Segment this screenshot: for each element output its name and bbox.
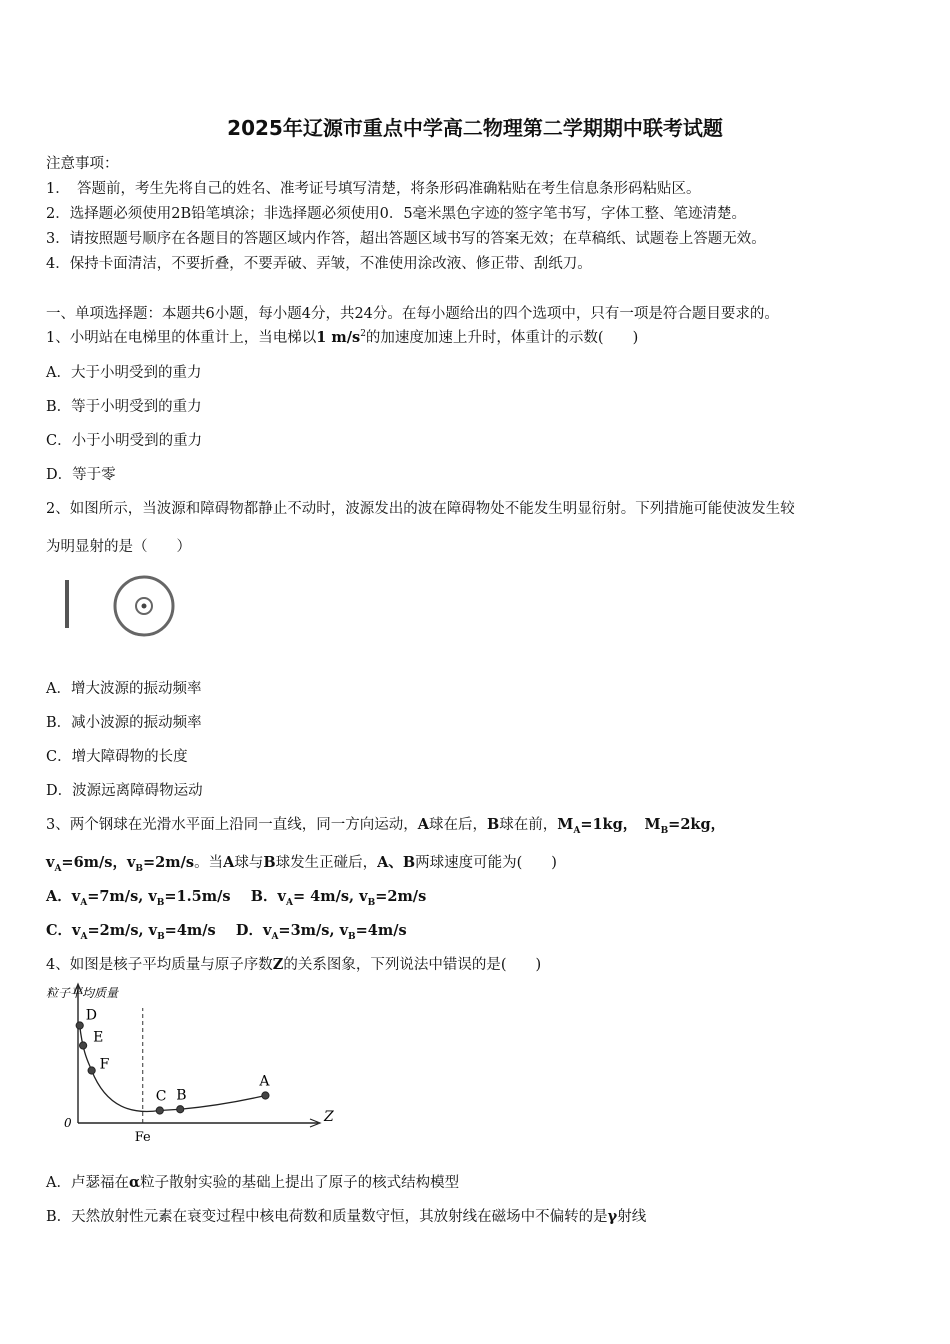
notice-item: 4．保持卡面清洁，不要折叠，不要弄破、弄皱，不准使用涂改液、修正带、刮纸刀。: [46, 256, 592, 272]
q3-value: = 4m/s,: [292, 888, 355, 905]
q1-sup: 2: [360, 329, 366, 340]
q4-option-b: [46, 1205, 646, 1226]
q1-text: 的加速度加速上升时，体重计的示数( ): [365, 330, 639, 346]
q1-option-a: A．大于小明受到的重力: [46, 365, 202, 381]
q3-value: =2m/s,: [87, 922, 144, 939]
q3-va-value: =6m/s，: [61, 854, 127, 871]
q3-options-ab: [46, 885, 426, 908]
q3-text: 球在前，: [499, 817, 558, 833]
fe-label: Fe: [134, 1130, 151, 1145]
q3-v: v: [263, 922, 272, 939]
point-label-a: A: [259, 1073, 270, 1090]
notice-heading: 注意事项：: [46, 156, 119, 172]
q4-text: 射线: [617, 1209, 647, 1225]
q1-text: 1、小明站在电梯里的体重计上，当电梯以: [46, 330, 317, 346]
q1-option-c: C．小于小明受到的重力: [46, 433, 203, 449]
q4-text: 的关系图象，下列说法中错误的是( ): [283, 957, 542, 973]
q3-v: v: [148, 922, 158, 939]
q3-sub: B: [157, 931, 165, 942]
q3-text: 3、两个钢球在光滑水平面上沿同一直线，同一方向运动，: [46, 817, 418, 833]
q3-v: v: [71, 888, 81, 905]
point-label-e: E: [93, 1029, 104, 1046]
q3-sub: A: [54, 863, 62, 874]
q3-vb-value: =2m/s: [143, 854, 195, 871]
data-point-b: [177, 1106, 184, 1113]
q3-sub: B: [660, 825, 669, 836]
q3-sub: B: [135, 863, 144, 874]
obstacle-bar: [65, 580, 69, 628]
q4-text: B．天然放射性元素在衰变过程中核电荷数和质量数守恒，其放射线在磁场中不偏转的是: [46, 1209, 608, 1225]
question-3-stem: [46, 813, 725, 836]
q3-v: v: [46, 854, 55, 871]
q4-text: 粒子散射实验的基础上提出了原子的核式结构模型: [140, 1175, 460, 1191]
q3-sub: B: [348, 931, 356, 942]
q2-option-d: D．波源远离障碍物运动: [46, 783, 203, 799]
q3-value: =7m/s,: [87, 888, 144, 905]
q3-value: =2m/s: [375, 888, 427, 905]
question-4-stem: [46, 953, 541, 974]
question-1-stem: [46, 326, 638, 347]
q3-options-cd: [46, 919, 407, 942]
notice-item: 3．请按照题号顺序在各题目的答题区域内作答，超出答题区域书写的答案无效；在草稿纸、试题卷上答题无效。: [46, 231, 766, 247]
q3-sub: A: [573, 825, 581, 836]
q4-gamma: γ: [607, 1208, 618, 1225]
x-axis-label: Z: [324, 1109, 334, 1125]
notice-item: 1． 答题前，考生先将自己的姓名、准考证号填写清楚，将条形码准确粘贴在考生信息条形码粘贴区。: [46, 181, 701, 197]
data-point-f: [88, 1067, 95, 1074]
wave-diagram: [46, 570, 196, 640]
q3-opt-label: C．: [46, 922, 73, 939]
question-3-stem-cont: [46, 851, 557, 874]
q4-text: 4、如图是核子平均质量与原子序数: [46, 957, 273, 973]
q3-sub: A: [271, 931, 279, 942]
q3-text: 球发生正碰后，: [275, 855, 378, 871]
q3-text: 两球速度可能为( ): [415, 855, 557, 871]
question-2-stem-cont: 为明显射的是（ ）: [46, 539, 191, 555]
q3-opt-label: D．: [235, 922, 263, 939]
q3-text: 球与: [234, 855, 264, 871]
q3-opt-label: A．: [46, 888, 72, 905]
q3-value: =3m/s,: [278, 922, 335, 939]
q2-option-a: A．增大波源的振动频率: [46, 681, 202, 697]
q2-option-b: B．减小波源的振动频率: [46, 715, 202, 731]
section-heading: 一、单项选择题：本题共6小题，每小题4分，共24分。在每小题给出的四个选项中，只有一项是符合题目要求的。: [46, 306, 779, 322]
data-point-a: [262, 1092, 269, 1099]
point-label-f: F: [99, 1056, 110, 1073]
q3-mass-b-value: =2kg，: [668, 816, 726, 833]
wave-source-dot: [142, 604, 147, 609]
page-title: 2025年辽源市重点中学高二物理第二学期期中联考试题: [227, 116, 723, 140]
q3-mass-a-value: =1kg，: [580, 816, 645, 833]
data-point-c: [156, 1107, 163, 1114]
question-2-stem: 2、如图所示，当波源和障碍物都静止不动时，波源发出的波在障碍物处不能发生明显衍射。下列措施可能使波发生较: [46, 501, 795, 517]
q4-text: A．卢瑟福在: [46, 1175, 129, 1191]
origin-label: 0: [64, 1116, 72, 1130]
q4-z: Z: [272, 956, 284, 973]
q3-sub: A: [80, 931, 88, 942]
q1-option-d: D．等于零: [46, 467, 116, 483]
q4-alpha: α: [128, 1174, 141, 1191]
q3-mass-a: M: [557, 816, 574, 833]
q3-v: v: [359, 888, 368, 905]
q3-v: v: [126, 854, 136, 871]
q3-text: 球在后，: [429, 817, 487, 833]
q1-accel: 1 m/s: [316, 329, 361, 346]
q3-ball-b: B: [263, 854, 276, 871]
q3-sub: B: [367, 897, 376, 908]
q3-value: =4m/s: [164, 922, 216, 939]
q3-value: =4m/s: [355, 922, 407, 939]
q3-sub: B: [156, 897, 165, 908]
q3-value: =1.5m/s: [164, 888, 231, 905]
q2-option-c: C．增大障碍物的长度: [46, 749, 188, 765]
q3-ball-a: A: [417, 816, 429, 833]
binding-mass-chart: [40, 980, 334, 1150]
q3-text: 。当: [194, 855, 224, 871]
q3-ball-b: B: [487, 816, 500, 833]
q3-balls: A、B: [377, 854, 416, 871]
q4-option-a: [46, 1171, 459, 1192]
point-label-d: D: [85, 1007, 97, 1024]
point-label-b: B: [176, 1087, 187, 1104]
notice-item: 2．选择题必须使用2B铅笔填涂；非选择题必须使用0．5毫米黑色字迹的签字笔书写，字体工整、笔迹清楚。: [46, 206, 747, 222]
q3-sub: A: [80, 897, 88, 908]
q3-sub: A: [285, 897, 293, 908]
q1-option-b: B．等于小明受到的重力: [46, 399, 202, 415]
data-point-e: [80, 1042, 87, 1049]
data-point-d: [76, 1022, 83, 1029]
q3-ball-a: A: [223, 854, 235, 871]
q3-v: v: [72, 922, 81, 939]
y-axis-label: 粒子平均质量: [46, 986, 119, 1000]
q3-v: v: [277, 888, 286, 905]
point-label-c: C: [155, 1088, 167, 1105]
q3-v: v: [148, 888, 157, 905]
q3-opt-label: B．: [250, 888, 278, 905]
q3-v: v: [339, 922, 349, 939]
q3-mass-b: M: [644, 816, 661, 833]
